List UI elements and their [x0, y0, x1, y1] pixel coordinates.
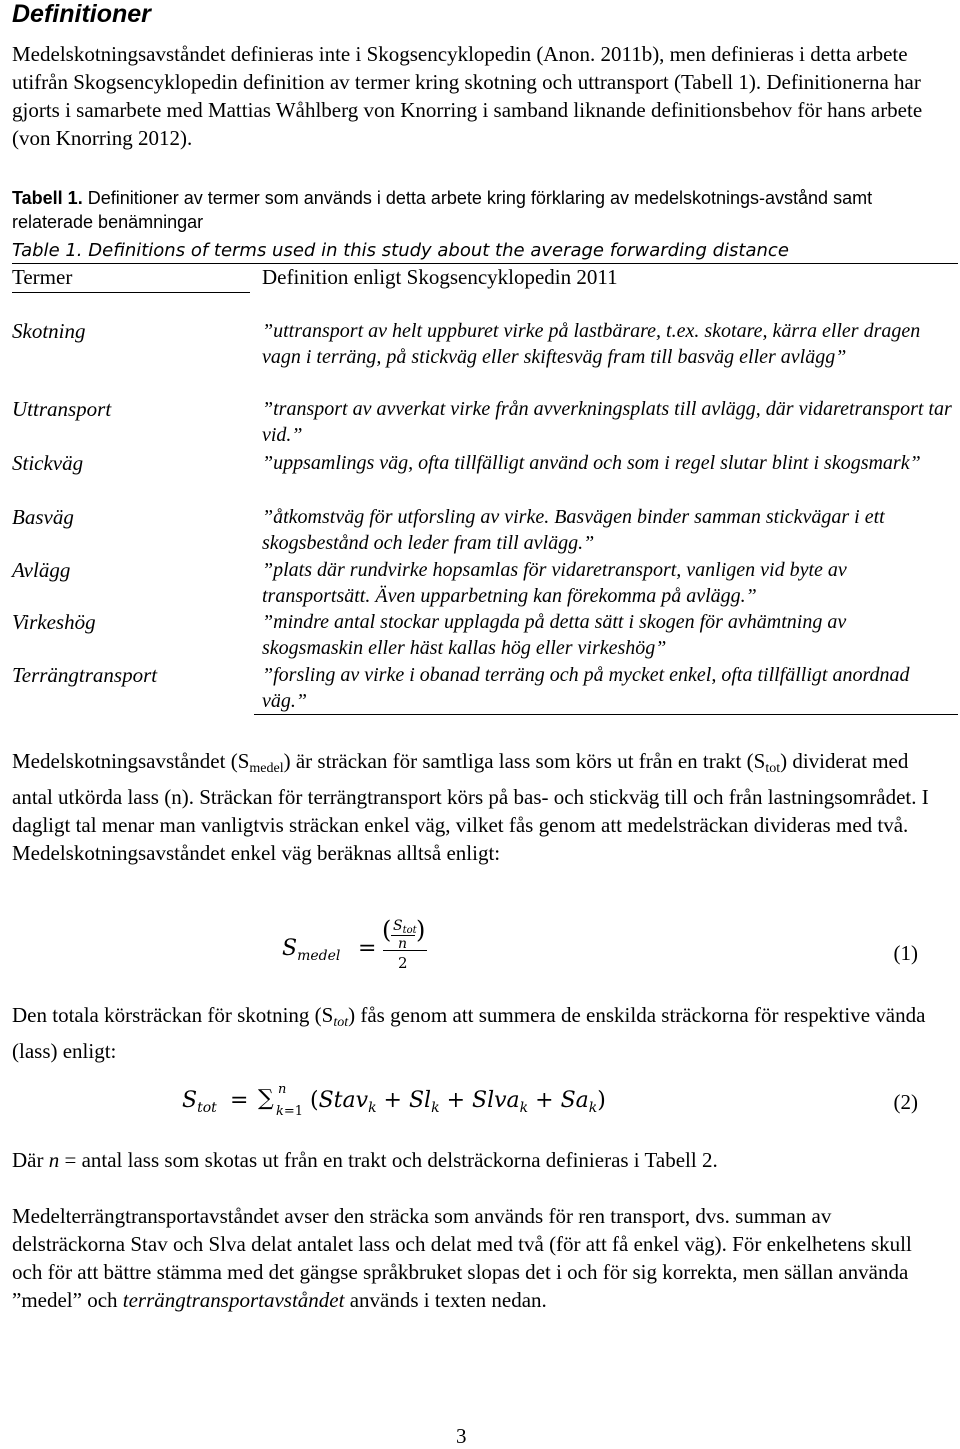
column-header-terms: Termer [12, 265, 73, 289]
column-header-definition: Definition enligt Skogsencyklopedin 2011 [262, 265, 618, 289]
table-caption-en-label: Table 1. [12, 240, 83, 261]
equation-1: $S_{medel}$ = ( $S_{tot}$ n ) 2 [282, 916, 426, 972]
definition-avlagg: ”plats där rundvirke hopsamlas för vidaretransport, vanligen vid byte av transportsätt. Även upparbetning kan förekomma på avlägg.” [262, 559, 847, 607]
paragraph-average-distance: Medelskotningsavståndet $(S_{medel})$ är sträckan för samtliga lass som körs ut från en trakt $(S_{tot})$ dividerat med antal utkörda lass (n). Sträckan för terrängtransport körs på bas- och stickväg till och från lastningsområdet. I dagligt tal menar man vanligtvis sträckan enkel väg, vilket fås genom att medelsträckan divideras med två. Medelskotningsavståndet enkel väg beräknas alltså enligt: [12, 749, 929, 865]
definition-stickvag: ”uppsamlings väg, ofta tillfälligt använd och som i regel slutar blint i skogsmark” [262, 452, 921, 474]
definition-skotning: ”uttransport av helt uppburet virke på lastbärare, t.ex. skotare, kärra eller dragen vagn i terräng, på stickväg eller skiftesväg fram till basväg eller avlägg” [262, 320, 921, 368]
intro-paragraph: Medelskotningsavståndet definieras inte i Skogsencyklopedin (Anon. 2011b), men definieras i detta arbete utifrån Skogsencyklopedin definition av termer kring skotning och uttransport (Tabell 1). Definitionerna har gjorts i samarbete med Mattias Wåhlberg von Knorring i samband liknande definitionsbehov för hans arbete (von Knorring 2012). [12, 42, 923, 150]
table-bottom-rule [254, 714, 958, 715]
table-caption-label: Tabell 1. [12, 188, 83, 208]
definition-uttransport: ”transport av avverkat virke från avverkningsplats till avlägg, där vidaretransport tar vid.” [262, 398, 952, 446]
table-header-rule [12, 292, 250, 293]
term-terrangtransport: Terrängtransport [12, 663, 158, 687]
term-uttransport: Uttransport [12, 397, 112, 421]
table-caption-en-text: Definitions of terms used in this study about the average forwarding distance [82, 240, 789, 261]
section-heading: Definitioner [12, 0, 151, 28]
paragraph-where-n: Där n = antal lass som skotas ut från en trakt och delsträckorna definieras i Tabell 2. [12, 1148, 718, 1172]
term-skotning: Skotning [12, 319, 86, 343]
term-virkeshog: Virkeshög [12, 610, 96, 634]
table-caption-english [12, 240, 952, 262]
equation-1-number: (1) [893, 941, 918, 965]
paragraph-terrain-transport-distance: Medelterrängtransportavståndet avser den sträcka som används för ren transport, dvs. summan av delsträckorna Stav och Slva delat antalet lass och delat med två (för att få enkel väg). För enkelhetens skull och för att bättre stämma med det gängse språkbruket slopas det i och för sig korrekta, men sällan använda ”medel” och terrängtransportavståndet används i texten nedan. [12, 1204, 912, 1312]
equation-2: $S_{tot}$ = ∑ n k=1 (Stav$_k$ + $Sl_k$ + Slva$_k$ + $Sa_k$) [182, 1082, 606, 1119]
term-basvag: Basväg [12, 505, 74, 529]
definition-basvag: ”åtkomstväg för utforsling av virke. Basvägen binder samman stickvägar i ett skogsbestånd och leder fram till avlägg.” [262, 506, 885, 554]
table-caption-text: Definitioner av termer som används i detta arbete kring förklaring av medelskotnings-avstånd samt relaterade benämningar [12, 188, 873, 232]
table-caption [12, 186, 947, 234]
paragraph-total-distance: Den totala körsträckan för skotning $(S_{tot})$ fås genom att summera de enskilda sträckorna för respektive vända (lass) enligt: [12, 1003, 926, 1063]
page-number: 3 [456, 1424, 467, 1448]
equation-2-number: (2) [893, 1090, 918, 1114]
definition-virkeshog: ”mindre antal stockar upplagda på detta sätt i skogen för avhämtning av skogsmaskin eller häst kallas hög eller virkeshög” [262, 611, 847, 659]
term-avlagg: Avlägg [12, 558, 71, 582]
term-stickvag: Stickväg [12, 451, 84, 475]
definition-terrangtransport: ”forsling av virke i obanad terräng och på mycket enkel, ofta tillfälligt anordnad väg.” [262, 664, 910, 712]
